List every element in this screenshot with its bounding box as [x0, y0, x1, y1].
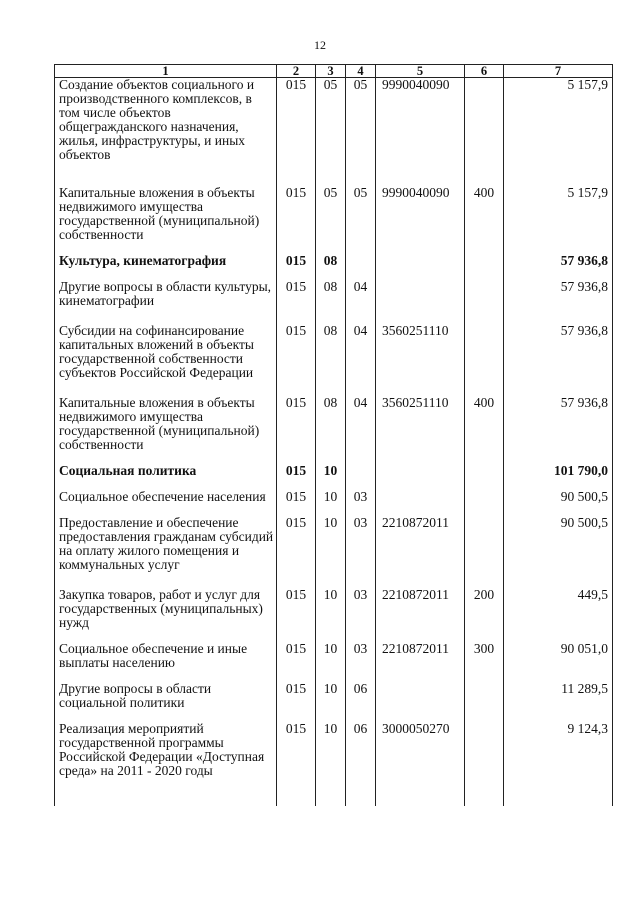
- row-target-code: 3560251110: [376, 324, 465, 380]
- spacer-cell: [465, 504, 504, 516]
- row-name: Реализация мероприятий государственной программы Российской Федерации «Доступная среда» на 2011 - 2020 годы: [55, 722, 277, 778]
- row-expense-type: [465, 254, 504, 268]
- row-target-code: 3000050270: [376, 722, 465, 778]
- spacer-cell: [346, 572, 376, 588]
- row-amount: 9 124,3: [504, 722, 613, 778]
- row-subsection: 05: [346, 186, 376, 242]
- row-name: Социальное обеспечение и иные выплаты населению: [55, 642, 277, 670]
- row-section: 10: [316, 516, 346, 572]
- row-name: Другие вопросы в области социальной политики: [55, 682, 277, 710]
- row-expense-type: 400: [465, 186, 504, 242]
- spacer-cell: [376, 670, 465, 682]
- header-row: [55, 65, 613, 78]
- row-amount: 101 790,0: [504, 464, 613, 478]
- row-target-code: 9990040090: [376, 78, 465, 163]
- table-row: [55, 642, 613, 670]
- row-amount: 90 500,5: [504, 516, 613, 572]
- row-section: 08: [316, 254, 346, 268]
- row-spacer: [55, 572, 613, 588]
- row-subsection: 06: [346, 682, 376, 710]
- row-subsection: 03: [346, 490, 376, 504]
- spacer-cell: [465, 670, 504, 682]
- row-section: 10: [316, 490, 346, 504]
- row-name: Закупка товаров, работ и услуг для государственных (муниципальных) нужд: [55, 588, 277, 630]
- table-row: [55, 516, 613, 572]
- row-spacer: [55, 380, 613, 396]
- row-target-code: [376, 464, 465, 478]
- row-grbs: 015: [277, 588, 316, 630]
- row-target-code: [376, 490, 465, 504]
- row-name: Культура, кинематография: [55, 254, 277, 268]
- row-amount: 57 936,8: [504, 396, 613, 452]
- row-spacer: [55, 162, 613, 186]
- row-section: 05: [316, 78, 346, 163]
- table-row: [55, 324, 613, 380]
- spacer-cell: [465, 162, 504, 186]
- spacer-cell: [277, 572, 316, 588]
- row-amount: 5 157,9: [504, 186, 613, 242]
- row-name: Другие вопросы в области культуры, кинематографии: [55, 280, 277, 308]
- spacer-cell: [316, 572, 346, 588]
- row-amount: 5 157,9: [504, 78, 613, 163]
- spacer-cell: [55, 572, 277, 588]
- spacer-cell: [316, 308, 346, 324]
- row-expense-type: [465, 516, 504, 572]
- table-row: [55, 280, 613, 308]
- column-header: 5: [376, 65, 465, 78]
- row-grbs: 015: [277, 186, 316, 242]
- table-row: [55, 396, 613, 452]
- row-subsection: 05: [346, 78, 376, 163]
- spacer-cell: [504, 572, 613, 588]
- spacer-cell: [55, 778, 277, 806]
- spacer-cell: [465, 242, 504, 254]
- spacer-cell: [316, 778, 346, 806]
- row-section: 10: [316, 464, 346, 478]
- spacer-cell: [376, 242, 465, 254]
- table-row: [55, 722, 613, 778]
- table-row: [55, 490, 613, 504]
- row-name: Социальная политика: [55, 464, 277, 478]
- spacer-cell: [316, 162, 346, 186]
- spacer-cell: [376, 572, 465, 588]
- row-grbs: 015: [277, 78, 316, 163]
- row-grbs: 015: [277, 642, 316, 670]
- row-name: Капитальные вложения в объекты недвижимого имущества государственной (муниципальной) собственности: [55, 186, 277, 242]
- row-target-code: 9990040090: [376, 186, 465, 242]
- row-grbs: 015: [277, 396, 316, 452]
- row-grbs: 015: [277, 682, 316, 710]
- spacer-cell: [465, 452, 504, 464]
- row-name: Социальное обеспечение населения: [55, 490, 277, 504]
- spacer-cell: [277, 162, 316, 186]
- row-expense-type: [465, 490, 504, 504]
- table-row: [55, 186, 613, 242]
- spacer-cell: [376, 478, 465, 490]
- table-row: [55, 254, 613, 268]
- row-expense-type: [465, 280, 504, 308]
- spacer-cell: [504, 308, 613, 324]
- spacer-cell: [277, 380, 316, 396]
- spacer-cell: [346, 778, 376, 806]
- row-subsection: 03: [346, 642, 376, 670]
- row-amount: 449,5: [504, 588, 613, 630]
- spacer-cell: [465, 380, 504, 396]
- row-grbs: 015: [277, 324, 316, 380]
- row-subsection: 04: [346, 396, 376, 452]
- column-header: 2: [277, 65, 316, 78]
- row-target-code: 2210872011: [376, 642, 465, 670]
- row-grbs: 015: [277, 464, 316, 478]
- row-section: 10: [316, 722, 346, 778]
- spacer-cell: [504, 162, 613, 186]
- spacer-cell: [465, 710, 504, 722]
- row-expense-type: [465, 722, 504, 778]
- spacer-cell: [376, 380, 465, 396]
- row-target-code: 2210872011: [376, 588, 465, 630]
- spacer-cell: [376, 778, 465, 806]
- spacer-cell: [465, 572, 504, 588]
- spacer-cell: [376, 452, 465, 464]
- spacer-cell: [316, 380, 346, 396]
- spacer-cell: [376, 162, 465, 186]
- row-expense-type: 200: [465, 588, 504, 630]
- row-section: 10: [316, 588, 346, 630]
- row-expense-type: [465, 324, 504, 380]
- row-section: 08: [316, 280, 346, 308]
- row-target-code: [376, 682, 465, 710]
- spacer-cell: [376, 268, 465, 280]
- row-target-code: [376, 280, 465, 308]
- row-grbs: 015: [277, 280, 316, 308]
- row-name: Субсидии на софинансирование капитальных вложений в объекты государственной собственности субъектов Российской Федерации: [55, 324, 277, 380]
- row-target-code: 3560251110: [376, 396, 465, 452]
- spacer-cell: [55, 380, 277, 396]
- column-header: 4: [346, 65, 376, 78]
- spacer-cell: [346, 242, 376, 254]
- spacer-cell: [376, 308, 465, 324]
- spacer-cell: [465, 778, 504, 806]
- spacer-cell: [346, 162, 376, 186]
- row-expense-type: [465, 464, 504, 478]
- spacer-cell: [277, 778, 316, 806]
- row-subsection: 04: [346, 324, 376, 380]
- spacer-cell: [346, 380, 376, 396]
- row-expense-type: 300: [465, 642, 504, 670]
- row-expense-type: [465, 78, 504, 163]
- row-section: 10: [316, 642, 346, 670]
- spacer-cell: [504, 380, 613, 396]
- row-section: 08: [316, 396, 346, 452]
- spacer-cell: [465, 478, 504, 490]
- row-section: 08: [316, 324, 346, 380]
- row-grbs: 015: [277, 254, 316, 268]
- row-subsection: [346, 254, 376, 268]
- spacer-cell: [346, 452, 376, 464]
- row-grbs: 015: [277, 722, 316, 778]
- column-header: 3: [316, 65, 346, 78]
- column-header: 7: [504, 65, 613, 78]
- row-amount: 90 051,0: [504, 642, 613, 670]
- spacer-cell: [277, 308, 316, 324]
- row-spacer: [55, 778, 613, 806]
- row-section: 05: [316, 186, 346, 242]
- column-header: 1: [55, 65, 277, 78]
- row-amount: 57 936,8: [504, 280, 613, 308]
- row-name: Предоставление и обеспечение предоставления гражданам субсидий на оплату жилого помещения и коммунальных услуг: [55, 516, 277, 572]
- table-row: [55, 682, 613, 710]
- spacer-cell: [55, 308, 277, 324]
- row-target-code: 2210872011: [376, 516, 465, 572]
- spacer-cell: [465, 308, 504, 324]
- spacer-cell: [55, 162, 277, 186]
- row-expense-type: 400: [465, 396, 504, 452]
- table-row: [55, 464, 613, 478]
- table-row: [55, 78, 613, 163]
- row-spacer: [55, 308, 613, 324]
- spacer-cell: [346, 308, 376, 324]
- row-target-code: [376, 254, 465, 268]
- row-amount: 57 936,8: [504, 254, 613, 268]
- row-amount: 57 936,8: [504, 324, 613, 380]
- row-subsection: 06: [346, 722, 376, 778]
- row-grbs: 015: [277, 490, 316, 504]
- row-amount: 11 289,5: [504, 682, 613, 710]
- budget-table: [54, 64, 613, 806]
- spacer-cell: [465, 268, 504, 280]
- row-expense-type: [465, 682, 504, 710]
- table-row: [55, 588, 613, 630]
- spacer-cell: [504, 778, 613, 806]
- column-header: 6: [465, 65, 504, 78]
- row-name: Создание объектов социального и производственного комплексов, в том числе объектов общегражданского назначения, жилья, инфраструктуры, и иных объектов: [55, 78, 277, 163]
- row-subsection: 03: [346, 588, 376, 630]
- row-subsection: [346, 464, 376, 478]
- row-grbs: 015: [277, 516, 316, 572]
- row-amount: 90 500,5: [504, 490, 613, 504]
- row-subsection: 04: [346, 280, 376, 308]
- row-section: 10: [316, 682, 346, 710]
- page-number: 12: [314, 38, 326, 52]
- row-subsection: 03: [346, 516, 376, 572]
- row-name: Капитальные вложения в объекты недвижимого имущества государственной (муниципальной) собственности: [55, 396, 277, 452]
